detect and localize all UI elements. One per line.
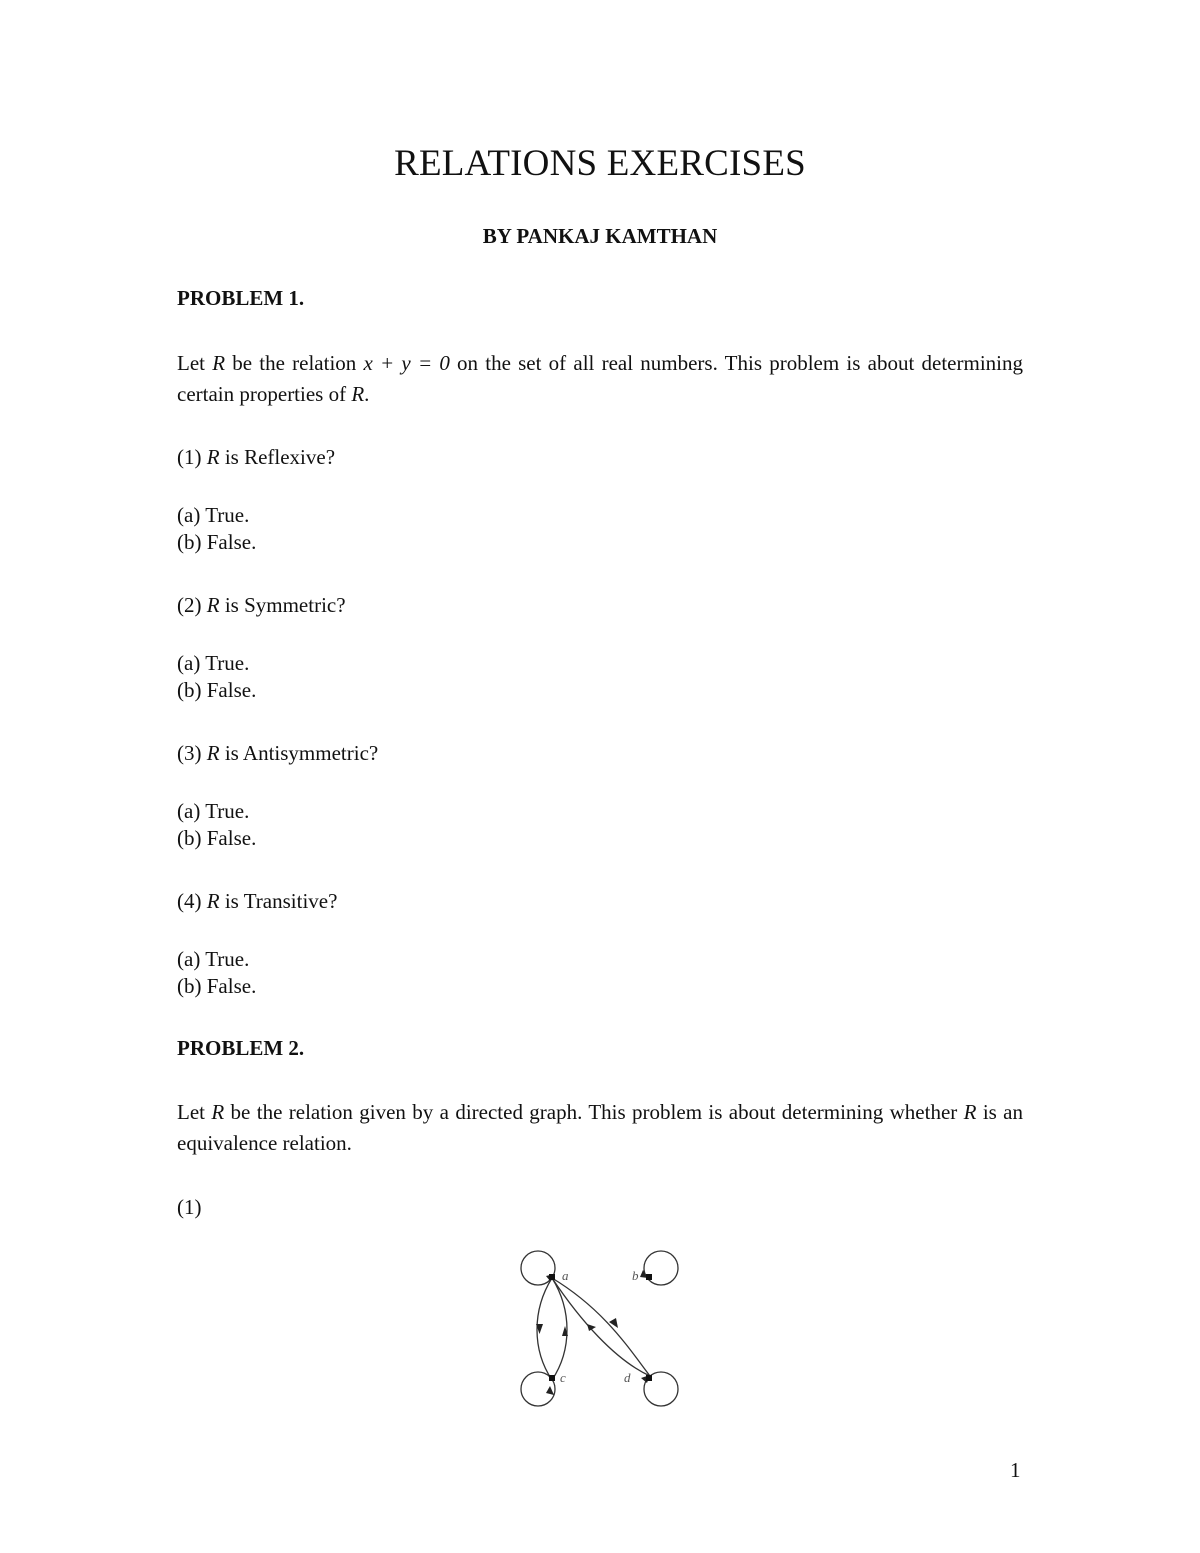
problem-2-heading: PROBLEM 2. [177,1036,305,1060]
node-label-d: d [624,1370,631,1385]
arrow-loop-c [546,1386,554,1395]
directed-graph [510,1240,700,1420]
option-a: (a) True. [177,947,250,971]
node-d [646,1375,652,1381]
option-b: (b) False. [177,530,257,554]
option-a: (a) True. [177,503,250,527]
node-label-b: b [632,1268,639,1283]
node-label-a: a [562,1268,569,1283]
question-4-options [177,946,256,1000]
question-2-options [177,650,256,704]
option-b: (b) False. [177,826,257,850]
node-c [549,1375,555,1381]
question-3: (3) R is Antisymmetric? [177,741,379,765]
option-b: (b) False. [177,974,257,998]
document-title: RELATIONS EXERCISES [394,143,806,184]
page-number: 1 [1010,1458,1021,1482]
option-a: (a) True. [177,799,250,823]
node-b [646,1274,652,1280]
equation: x + y = 0 [363,351,450,375]
problem-1-heading: PROBLEM 1. [177,286,305,310]
problem-1-intro: Let R be the relation x + y = 0 on the set of all real numbers. This problem is about determining certain properties of R. [177,351,1023,406]
option-a: (a) True. [177,651,250,675]
question-3-options [177,798,256,852]
node-label-c: c [560,1370,566,1385]
question-2: (2) R is Symmetric? [177,593,346,617]
option-b: (b) False. [177,678,257,702]
question-4: (4) R is Transitive? [177,889,338,913]
question-1: (1) R is Reflexive? [177,445,336,469]
node-a [549,1274,555,1280]
document-author: BY PANKAJ KAMTHAN [482,224,718,248]
problem-2-item-1-label: (1) [177,1195,202,1219]
question-1-options [177,502,256,556]
problem-2-intro: Let R be the relation given by a directed graph. This problem is about determining whether R is an equivalence relation. [177,1100,1024,1155]
